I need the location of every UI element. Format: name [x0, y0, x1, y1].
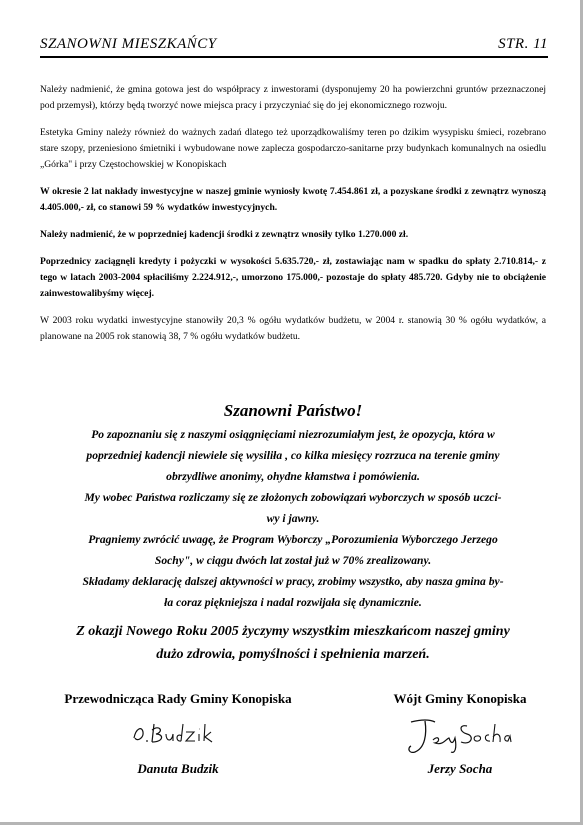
appeal-line: poprzedniej kadencji niewiele się wysiliła , co kilka miesięcy rozrzuca na terenie gminy — [86, 449, 500, 462]
paragraph-investment-outlays: W okresie 2 lat nakłady inwestycyjne w naszej gminie wyniosły kwotę 7.454.861 zł, a pozyskane środki z zewnątrz wynoszą 4.405.000,- zł, co stanowi 59 % wydatków inwestycyjnych. — [40, 186, 546, 213]
appeal-line: obrzydliwe anonimy, ohydne kłamstwa i pomówienia. — [166, 470, 420, 483]
appeal-line: Pragniemy zwrócić uwagę, że Program Wyborczy „Porozumienia Wyborczego Jerzego — [88, 533, 498, 546]
appeal-title: Szanowni Państwo! — [223, 401, 363, 420]
signature-budzik-drawing — [128, 716, 228, 750]
wishes-line: Z okazji Nowego Roku 2005 życzymy wszystkim mieszkańcom naszej gminy — [76, 624, 510, 639]
appeal-line: wy i jawny. — [266, 512, 320, 525]
handwritten-signature — [40, 708, 316, 760]
signature-socha-drawing — [405, 716, 515, 756]
article-body — [40, 82, 546, 356]
paragraph-aesthetics: Estetyka Gminy należy również do ważnych zadań dlatego też uporządkowaliśmy teren po dzikim wysypisku śmieci, rozebrano stare szopy, przeniesiono śmietniki i wybudowane nowe zaplecza gospodarczo-sanitarne przy budynkach komunalnych na osiedlu „Górka" i przy Częstochowskiej w Konopiskach — [40, 127, 546, 170]
page-header — [40, 36, 548, 58]
signature-mayor — [370, 690, 550, 778]
signatory-name: Jerzy Socha — [427, 761, 493, 776]
appeal-line: Sochy", w ciągu dwóch lat został już w 70% zrealizowany. — [154, 554, 432, 567]
paragraph-previous-term: Należy nadmienić, że w poprzedniej kadencji środki z zewnątrz wnosiły tylko 1.270.000 zł. — [40, 229, 409, 240]
page-number: STR. 11 — [498, 36, 548, 52]
signatory-name: Danuta Budzik — [137, 761, 219, 776]
appeal-line: My wobec Państwa rozliczamy się ze złożonych zobowiązań wyborczych w sposób uczci- — [84, 491, 502, 504]
signature-title: Przewodnicząca Rady Gminy Konopiska — [64, 691, 292, 706]
signature-title: Wójt Gminy Konopiska — [393, 691, 527, 706]
paragraph-budget-share: W 2003 roku wydatki inwestycyjne stanowiły 20,3 % ogółu wydatków budżetu, w 2004 r. stanowią 30 % ogółu wydatków, a planowane na 2005 rok stanowią 38, 7 % ogółu wydatków budżetu. — [40, 315, 546, 342]
handwritten-signature — [370, 708, 550, 760]
paragraph-loans: Poprzednicy zaciągnęli kredyty i pożyczki w wysokości 5.635.720,- zł, zostawiając nam w spadku do spłaty 2.710.814,- z tego w latach 2003-2004 spłaciliśmy 2.224.912,-, umorzono 175.000,- pozostaje do spłaty 485.720. Gdyby nie to obciążenie zainwestowalibyśmy więcej. — [40, 256, 546, 299]
new-year-wishes — [40, 620, 546, 666]
header-title: SZANOWNI MIESZKAŃCY — [40, 36, 217, 52]
appeal-section — [40, 400, 546, 613]
appeal-line: Składamy deklarację dalszej aktywności w pracy, zrobimy wszystko, aby nasza gmina by- — [82, 575, 504, 588]
wishes-line: dużo zdrowia, pomyślności i spełnienia marzeń. — [156, 647, 430, 662]
paragraph-investors: Należy nadmienić, że gmina gotowa jest do współpracy z inwestorami (dysponujemy 20 ha powierzchni gruntów przeznaczonej pod przemysł), którzy będą tworzyć nowe miejsca pracy i przyczyniać się do jej ekonomicznego rozwoju. — [40, 84, 546, 111]
signature-council-chair — [40, 690, 316, 778]
appeal-line: ła coraz piękniejsza i nadal rozwijała się dynamicznie. — [164, 596, 422, 609]
appeal-line: Po zapoznaniu się z naszymi osiągnięciami niezrozumiałym jest, że opozycja, która w — [91, 428, 495, 441]
